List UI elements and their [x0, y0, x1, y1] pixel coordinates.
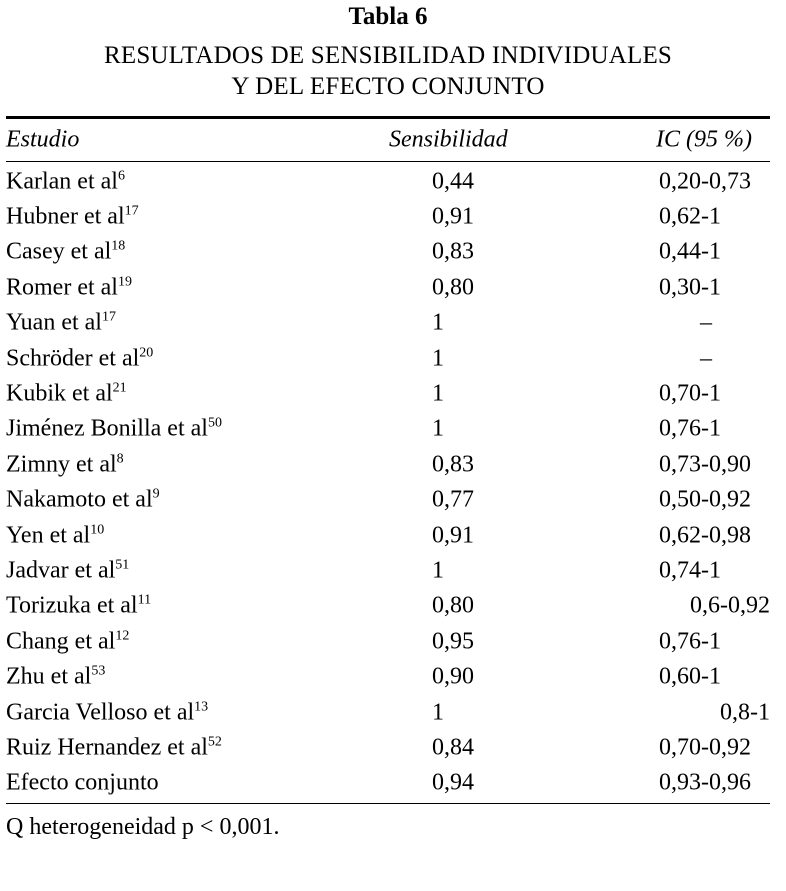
ci-value: 0,8-1: [720, 699, 770, 726]
table-row: [6, 695, 770, 730]
reference-number: 12: [115, 628, 130, 644]
table-row: [6, 199, 770, 234]
reference-number: 17: [101, 309, 116, 325]
sensitivity-value: 1: [432, 309, 444, 336]
sensitivity-value: 0,95: [432, 628, 474, 655]
study-label: Jadvar et al: [6, 557, 116, 584]
study-name: [6, 770, 159, 797]
study-label: Kubik et al: [6, 380, 113, 407]
sensitivity-value: 0,84: [432, 734, 474, 761]
sensitivity-value: 0,91: [432, 522, 474, 549]
ci-value: 0,93-0,96: [659, 769, 751, 796]
table-row: [6, 730, 770, 765]
sensitivity-value: 1: [432, 557, 444, 584]
study-label: Yuan et al: [6, 309, 102, 336]
sensitivity-value: 0,80: [432, 592, 474, 619]
study-label: Romer et al: [6, 274, 118, 301]
ci-value: 0,73-0,90: [659, 451, 751, 478]
reference-number: 17: [124, 203, 139, 219]
sensitivity-value: 0,80: [432, 274, 474, 301]
sensitivity-value: 1: [432, 699, 444, 726]
sensitivity-value: 1: [432, 345, 444, 372]
ci-value: 0,30-1: [659, 274, 721, 301]
ci-value: 0,62-1: [659, 203, 721, 230]
table-page: [6, 0, 770, 841]
sensitivity-value: 0,94: [432, 769, 474, 796]
ci-value: 0,70-0,92: [659, 734, 751, 761]
ci-value: 0,74-1: [659, 557, 721, 584]
ci-value: –: [700, 345, 712, 372]
study-name: [6, 699, 208, 726]
ci-value: 0,62-0,98: [659, 522, 751, 549]
ci-value: 0,76-1: [659, 628, 721, 655]
table-caption: [6, 40, 770, 102]
study-label: Casey et al: [6, 238, 112, 265]
table-row: [6, 659, 770, 694]
table-row: [6, 235, 770, 270]
header-ci: IC (95 %): [656, 126, 752, 153]
reference-number: 50: [207, 415, 222, 431]
ci-value: –: [700, 309, 712, 336]
study-label: Nakamoto et al: [6, 486, 153, 513]
study-name: [6, 239, 125, 266]
sensitivity-value: 0,83: [432, 451, 474, 478]
reference-number: 52: [207, 734, 222, 750]
table-row: [6, 766, 770, 801]
bottom-rule: [6, 803, 770, 804]
reference-number: 10: [90, 522, 105, 538]
table-row: [6, 306, 770, 341]
study-label: Zimny et al: [6, 451, 117, 478]
study-name: [6, 557, 129, 584]
study-name: [6, 628, 129, 655]
study-name: [6, 664, 105, 691]
sensitivity-value: 0,90: [432, 663, 474, 690]
footnote: Q heterogeneidad p < 0,001.: [6, 814, 280, 841]
sensitivity-value: 0,44: [432, 168, 474, 195]
caption-line-1: RESULTADOS DE SENSIBILIDAD INDIVIDUALES: [103, 42, 673, 69]
study-label: Ruiz Hernandez et al: [6, 734, 208, 761]
study-name: [6, 345, 153, 372]
sensitivity-value: 0,91: [432, 203, 474, 230]
table-row: [6, 270, 770, 305]
study-name: [6, 416, 222, 443]
sensitivity-value: 0,77: [432, 486, 474, 513]
ci-value: 0,60-1: [659, 663, 721, 690]
study-name: [6, 310, 116, 337]
study-label: Schröder et al: [6, 345, 140, 372]
reference-number: 21: [112, 380, 127, 396]
reference-number: 51: [115, 557, 130, 573]
table-row: [6, 164, 770, 199]
study-label: Yen et al: [6, 522, 91, 549]
caption-line-2: Y DEL EFECTO CONJUNTO: [231, 73, 545, 100]
study-name: [6, 734, 222, 761]
study-name: [6, 451, 124, 478]
reference-number: 19: [117, 274, 132, 290]
study-name: [6, 168, 125, 195]
study-name: [6, 204, 139, 231]
table-row: [6, 518, 770, 553]
sensitivity-value: 1: [432, 415, 444, 442]
study-label: Efecto conjunto: [6, 769, 159, 796]
study-label: Karlan et al: [6, 168, 118, 195]
study-label: Torizuka et al: [6, 592, 138, 619]
study-label: Zhu et al: [6, 663, 92, 690]
table-title: Tabla 6: [348, 3, 428, 30]
header-study: Estudio: [6, 126, 80, 153]
reference-number: 11: [137, 592, 152, 608]
study-name: [6, 381, 127, 408]
table-row: [6, 483, 770, 518]
ci-value: 0,20-0,73: [659, 168, 751, 195]
ci-value: 0,70-1: [659, 380, 721, 407]
table-body: [6, 162, 770, 803]
table-row: [6, 412, 770, 447]
header-sensitivity: Sensibilidad: [389, 126, 508, 153]
study-name: [6, 487, 160, 514]
table-row: [6, 589, 770, 624]
study-name: [6, 274, 132, 301]
sensitivity-value: 1: [432, 380, 444, 407]
study-name: [6, 522, 104, 549]
sensitivity-value: 0,83: [432, 238, 474, 265]
study-label: Jiménez Bonilla et al: [6, 415, 208, 442]
reference-number: 18: [111, 238, 126, 254]
study-label: Hubner et al: [6, 203, 125, 230]
reference-number: 9: [152, 486, 160, 502]
table-row: [6, 447, 770, 482]
ci-value: 0,6-0,92: [690, 592, 770, 619]
study-name: [6, 593, 151, 620]
table-row: [6, 553, 770, 588]
ci-value: 0,76-1: [659, 415, 721, 442]
reference-number: 20: [139, 345, 154, 361]
study-label: Garcia Velloso et al: [6, 699, 195, 726]
table-row: [6, 624, 770, 659]
table-header: [6, 119, 770, 161]
study-label: Chang et al: [6, 628, 116, 655]
ci-value: 0,44-1: [659, 238, 721, 265]
table-row: [6, 376, 770, 411]
reference-number: 53: [91, 663, 106, 679]
table-row: [6, 341, 770, 376]
reference-number: 13: [194, 699, 209, 715]
reference-number: 6: [117, 168, 125, 184]
ci-value: 0,50-0,92: [659, 486, 751, 513]
reference-number: 8: [116, 451, 124, 467]
